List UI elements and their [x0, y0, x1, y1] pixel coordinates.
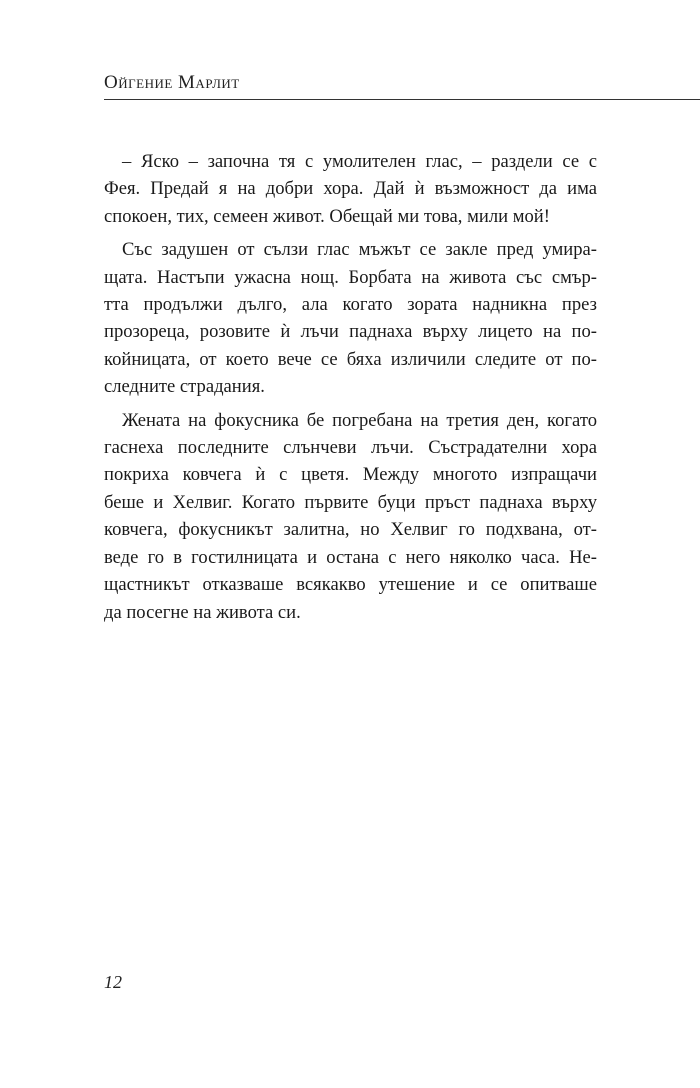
body-text [104, 148, 597, 626]
text-line: гаснеха последните слънчеви лъчи. Състрадателни хора [104, 437, 597, 459]
text-line: щастникът отказваше всякакво утешение и се опитваше [104, 574, 597, 596]
text-line: спокоен, тих, семеен живот. Обещай ми това, мили мой! [104, 205, 550, 227]
text-line: да посегне на живота си. [104, 601, 301, 623]
page-number: 12 [104, 972, 122, 992]
text-line: ковчега, фокусникът залитна, но Хелвиг го подхвана, от- [104, 519, 597, 541]
text-line: койницата, от което вече се бяха изличили следите от по- [104, 348, 597, 370]
paragraph [104, 236, 597, 400]
text-line: веде го в гостилницата и остана с него няколко часа. Не- [104, 546, 597, 568]
text-line: Жената на фокусника бе погребана на третия ден, когато [122, 409, 597, 431]
text-line: покриха ковчега ѝ с цветя. Между многото изпращачи [104, 464, 597, 486]
running-header: Ойгение Марлит [104, 72, 240, 93]
text-line: беше и Хелвиг. Когато първите буци пръст паднаха върху [104, 491, 597, 513]
text-line: щата. Настъпи ужасна нощ. Борбата на живота със смър- [104, 266, 597, 288]
paragraph [104, 148, 597, 230]
text-line: Фея. Предай я на добри хора. Дай ѝ възможност да има [104, 178, 597, 200]
text-line: тта продължи дълго, ала когато зората надникна през [104, 294, 597, 316]
text-line: следните страдания. [104, 376, 265, 398]
text-line: Със задушен от сълзи глас мъжът се закле пред умира- [122, 239, 597, 261]
text-line: – Яско – започна тя с умолителен глас, – раздели се с [122, 151, 597, 172]
paragraph [104, 407, 597, 626]
header-rule [104, 99, 700, 100]
text-line: прозореца, розовите ѝ лъчи паднаха върху лицето на по- [104, 321, 597, 343]
